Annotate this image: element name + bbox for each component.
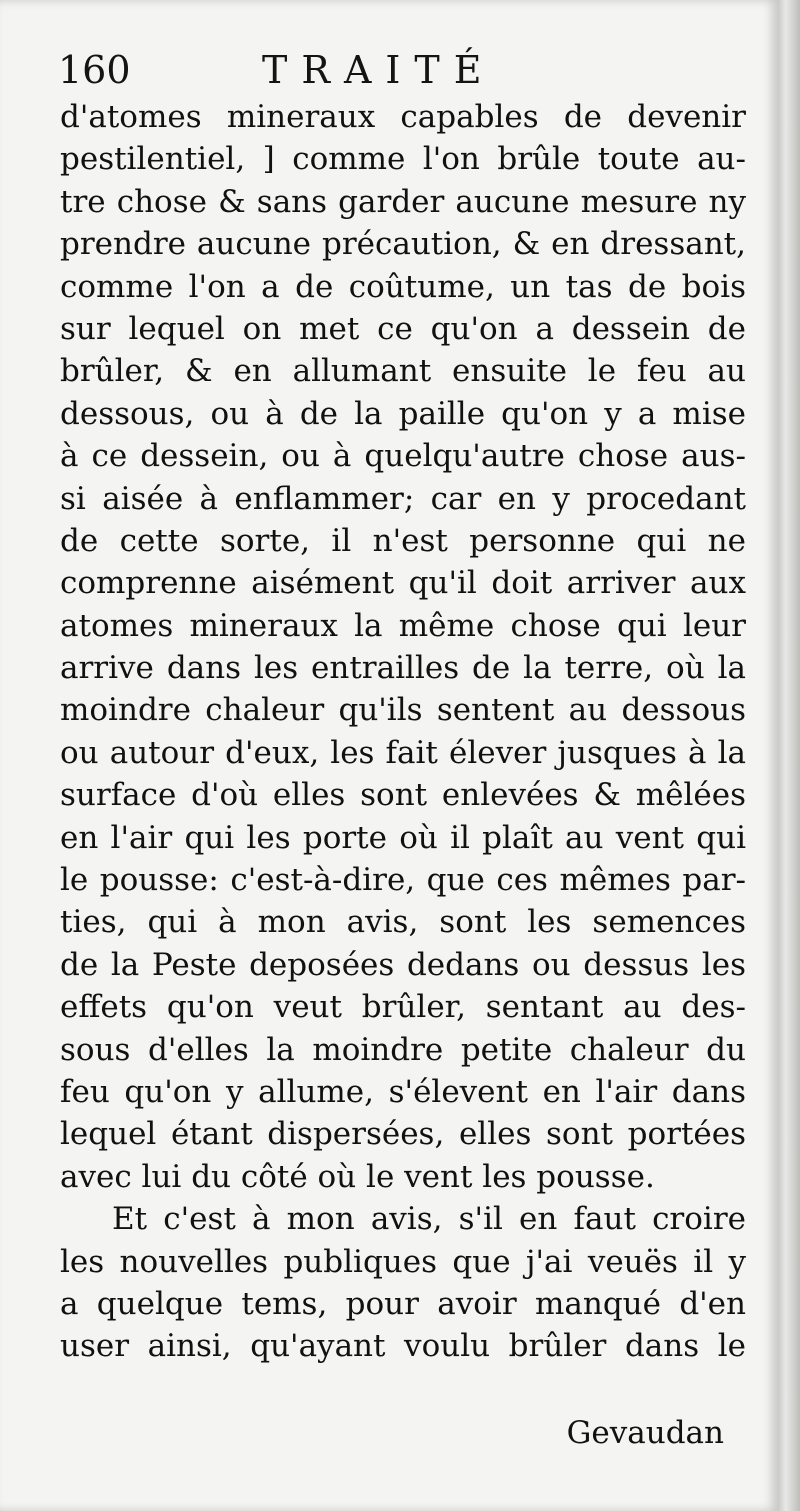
text-line: feu qu'on y allume, s'élevent en l'air dans <box>60 1073 746 1110</box>
text-line: si aisée à enflammer; car en y procedant <box>60 480 746 517</box>
text-line: en l'air qui les porte où il plaît au vent qui <box>60 819 746 856</box>
text-line: ties, qui à mon avis, sont les semences <box>60 904 746 941</box>
text-line: les nouvelles publiques que j'ai veuës il y <box>60 1243 746 1280</box>
text-line: moindre chaleur qu'ils sentent au dessous <box>60 692 746 729</box>
text-line: lequel étant dispersées, elles sont portées <box>60 1116 746 1153</box>
text-line: pestilentiel, ] comme l'on brûle toute au- <box>60 141 746 178</box>
text-line: Et c'est à mon avis, s'il en faut croire <box>112 1201 746 1238</box>
text-line: user ainsi, qu'ayant voulu brûler dans le <box>60 1328 746 1365</box>
page-number: 160 <box>58 48 131 92</box>
text-line: de la Peste deposées dedans ou dessus les <box>60 946 746 983</box>
catchword: Gevaudan <box>566 1415 724 1451</box>
text-line: comme l'on a de coûtume, un tas de bois <box>60 268 746 305</box>
text-line: tre chose & sans garder aucune mesure ny <box>60 183 746 220</box>
text-line: effets qu'on veut brûler, sentant au des- <box>60 989 746 1026</box>
text-line: arrive dans les entrailles de la terre, où la <box>60 650 746 687</box>
page-header <box>58 42 738 98</box>
text-line: ou autour d'eux, les fait élever jusques à la <box>60 734 746 771</box>
text-line: à ce dessein, ou à quelqu'autre chose aus- <box>60 438 746 475</box>
text-line: sous d'elles la moindre petite chaleur du <box>60 1031 746 1068</box>
text-line: comprenne aisément qu'il doit arriver aux <box>60 565 746 602</box>
text-line: de cette sorte, il n'est personne qui ne <box>60 522 746 559</box>
page-edge <box>778 0 800 1511</box>
text-line: le pousse: c'est-à-dire, que ces mêmes par- <box>60 862 746 899</box>
text-line: d'atomes mineraux capables de devenir <box>60 99 746 135</box>
text-line: prendre aucune précaution, & en dressant, <box>60 226 746 263</box>
running-title: TRAITÉ <box>262 48 496 92</box>
text-line: brûler, & en allumant ensuite le feu au <box>60 353 746 390</box>
text-line: dessous, ou à de la paille qu'on y a mise <box>60 395 746 432</box>
text-line: avec lui du côté où le vent les pousse. <box>60 1158 655 1195</box>
text-line: surface d'où elles sont enlevées & mêlées <box>60 777 746 814</box>
text-line: a quelque tems, pour avoir manqué d'en <box>60 1285 746 1322</box>
text-line: sur lequel on met ce qu'on a dessein de <box>60 310 746 347</box>
body-text <box>60 96 746 1368</box>
text-line: atomes mineraux la même chose qui leur <box>60 607 746 644</box>
